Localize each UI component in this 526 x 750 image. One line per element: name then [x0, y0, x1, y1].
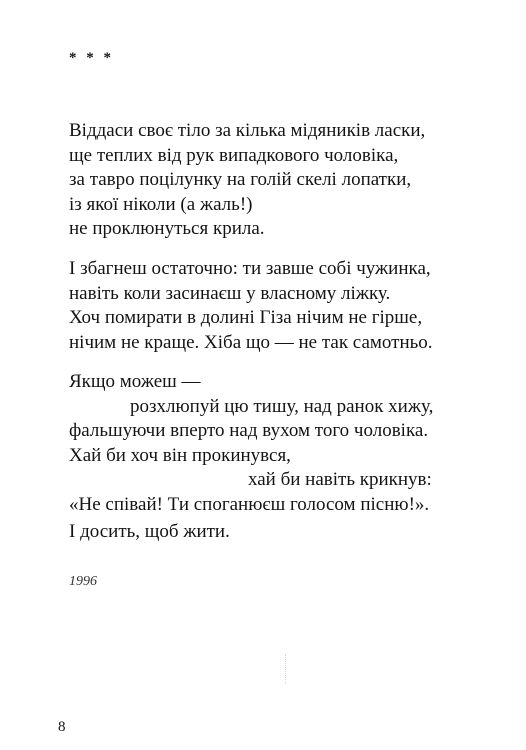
poem-line: Якщо можеш — — [69, 371, 201, 392]
poem-line: навіть коли засинаєш у власному ліжку. — [69, 282, 391, 304]
poem-date: 1996 — [69, 574, 97, 589]
stanza — [69, 370, 433, 517]
scan-mark — [285, 654, 286, 684]
poem-line: І досить, щоб жити. — [69, 521, 230, 542]
stanza — [69, 520, 230, 545]
poem-line: Віддаси своє тіло за кілька мідяників ласки, — [69, 120, 426, 141]
poem-line-indented: хай би навіть крикнув: — [248, 469, 432, 490]
poem-line: «Не співай! Ти споганюєш голосом пісню!». — [69, 493, 430, 515]
poem-line: І збагнеш остаточно: ти завше собі чужинка, — [69, 258, 431, 279]
poem-line: фальшуючи вперто над вухом того чоловіка. — [69, 420, 429, 441]
stanza — [69, 119, 425, 242]
poem-separator: * * * — [69, 50, 114, 66]
poem-line: не проклюнуться крила. — [69, 218, 265, 239]
stanza — [69, 257, 433, 355]
poem-line: за тавро поцілунку на голій скелі лопатки, — [69, 169, 412, 190]
poem-line: із якої ніколи (а жаль!) — [69, 193, 253, 215]
poem-line: нічим не краще. Хіба що — не так самотньо. — [69, 331, 433, 353]
poem-line: Хоч помирати в долині Гіза нічим не гірше, — [69, 307, 423, 328]
page-number: 8 — [58, 719, 66, 735]
poem-line: Хай би хоч він прокинувся, — [69, 444, 291, 466]
poem-line-indented: розхлюпуй цю тишу, над ранок хижу, — [130, 395, 434, 417]
poem-line: ще теплих від рук випадкового чоловіка, — [69, 144, 399, 166]
